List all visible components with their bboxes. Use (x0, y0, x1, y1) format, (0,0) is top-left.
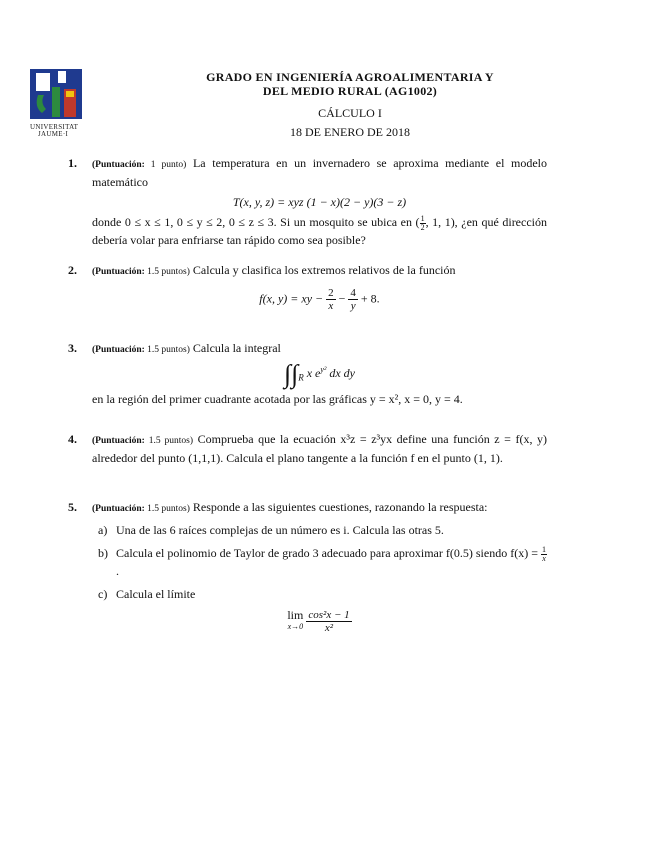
problem-5 (68, 499, 547, 637)
sub-question-list (92, 522, 547, 603)
points-label: (Puntuación: 1.5 puntos) (92, 436, 194, 446)
points-label: (Puntuación: 1 punto) (92, 160, 187, 170)
problem-4 (68, 431, 548, 467)
problem-text: Calcula y clasifica los extremos relativos de la función (192, 263, 456, 277)
problem-text: Calcula la integral (192, 341, 281, 355)
course-name: CÁLCULO I (318, 106, 382, 120)
problem-text-continued: donde 0 ≤ x ≤ 1, 0 ≤ y ≤ 2, 0 ≤ z ≤ 3. Si un mosquito se ubica en ( $\frac{1}{2}$ , 1, 1), ¿en qué dirección debería volar para enfriarse tan rápido como sea posible? (92, 213, 547, 247)
sub-question-c: c) Calcula el límite (98, 586, 196, 601)
logo-text-line2: JAUME·I (38, 130, 69, 138)
limit-formula: lim x→0 $\frac{\text{cos²x − 1}}{\text{x²}}$ (287, 608, 350, 634)
problem-number: 1. (68, 156, 77, 170)
fraction: $\frac{1}{2}$ (420, 213, 425, 232)
degree-title-line2: DEL MEDIO RURAL (AG1002) (262, 84, 438, 98)
problem-1 (68, 155, 548, 249)
exam-date: 18 DE ENERO DE 2018 (290, 125, 410, 139)
integral-formula: $\int\int_R$ x $e^{y^2}$ dx dy (283, 359, 355, 389)
problem-3 (68, 340, 547, 408)
points-label: (Puntuación: 1.5 puntos) (92, 504, 190, 514)
formula: f(x, y) = xy − $\frac{2}{x}$ − $\frac{4}{y}$ + 8. (259, 287, 380, 312)
problem-2 (68, 262, 547, 315)
problem-text: La temperatura en un invernadero se aproxima mediante el modelo matemático (92, 156, 548, 189)
problem-number: 3. (68, 341, 77, 355)
sub-question-b: b) Calcula el polinomio de Taylor de grado 3 adecuado para aproximar f(0.5) siendo f(x) = $\frac{1}{x}$ . (98, 544, 546, 578)
points-label: (Puntuación: 1.5 puntos) (92, 345, 190, 355)
logo-text-line1: UNIVERSITAT (30, 123, 79, 131)
degree-title-line1: GRADO EN INGENIERÍA AGROALIMENTARIA Y (206, 70, 494, 84)
problem-number: 2. (68, 263, 77, 277)
problem-number: 5. (68, 500, 77, 514)
points-label: (Puntuación: 1.5 puntos) (92, 267, 190, 277)
problem-number: 4. (68, 432, 77, 446)
sub-question-a: a) Una de las 6 raíces complejas de un número es i. Calcula las otras 5. (98, 523, 444, 537)
problem-text: Responde a las siguientes cuestiones, razonando la respuesta: (192, 500, 488, 514)
problem-text: Comprueba que la ecuación x³z = z³yx define una función z = f(x, y) alrededor del punto (1,1,1). Calcula el plano tangente a la función f en el punto (1, 1). (92, 432, 548, 465)
problem-text-continued: en la región del primer cuadrante acotada por las gráficas y = x², x = 0, y = 4. (92, 392, 463, 407)
formula: T(x, y, z) = xyz (1 − x)(2 − y)(3 − z) (232, 195, 407, 209)
